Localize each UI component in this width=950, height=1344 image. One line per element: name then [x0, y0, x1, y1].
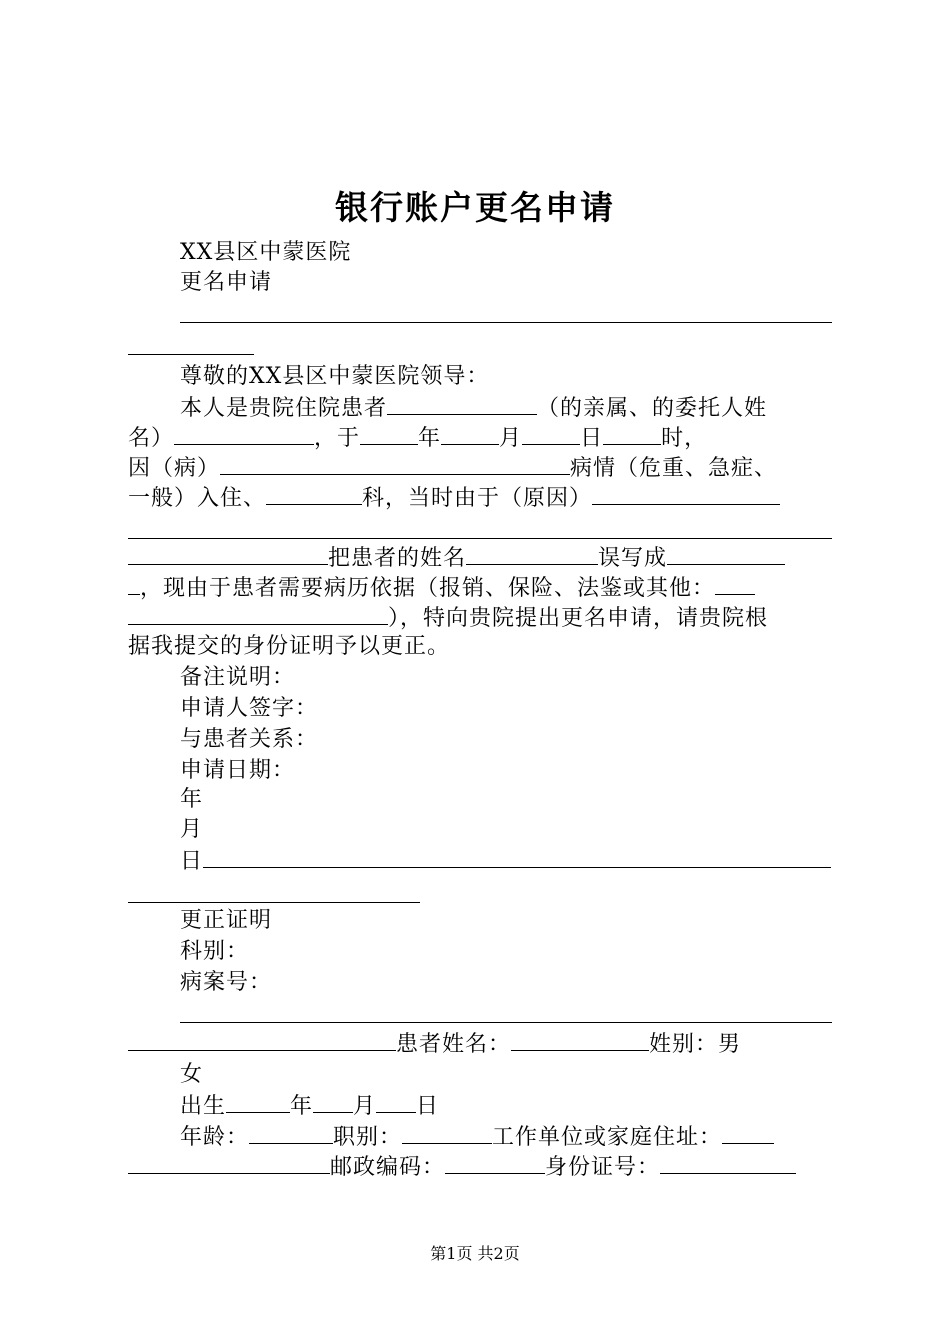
patient-name-field [511, 1028, 649, 1051]
body-text: ，于 [314, 426, 361, 451]
date-day: 日 [180, 849, 204, 874]
other-purpose-blank-cont [128, 602, 388, 625]
body-text: 日 [580, 426, 604, 451]
date-year: 年 [180, 787, 204, 812]
birth-month-label: 月 [353, 1094, 377, 1119]
hour-blank [603, 422, 661, 445]
birth-year-label: 年 [290, 1094, 314, 1119]
blank-line [128, 354, 254, 355]
reason-blank-cont [128, 542, 328, 565]
wrong-name-blank-cont [128, 572, 140, 595]
body-text: ），特向贵院提出更名申请，请贵院根 [388, 606, 769, 631]
disease-blank [220, 452, 570, 475]
gender-label: 姓别：男 [649, 1032, 742, 1057]
age-line [180, 1121, 832, 1151]
body-line [128, 452, 832, 482]
relationship-label: 与患者关系： [180, 727, 319, 752]
blank-line [128, 902, 420, 903]
patient-name-blank [387, 392, 537, 415]
birth-day-label: 日 [416, 1094, 440, 1119]
body-text: 年 [418, 426, 442, 451]
subtitle: 更名申请 [180, 270, 273, 295]
day-blank [522, 422, 580, 445]
patient-line [128, 1028, 832, 1058]
body-text: 科，当时由于（原因） [362, 486, 593, 511]
birth-year-blank [226, 1090, 290, 1113]
gender-female: 女 [180, 1062, 204, 1087]
date-month: 月 [180, 817, 204, 842]
id-blank [660, 1151, 796, 1174]
body-line [128, 482, 832, 512]
address-blank-cont [128, 1151, 330, 1174]
blank-line [180, 322, 832, 323]
month-blank [441, 422, 499, 445]
blank-line [128, 538, 832, 539]
wrong-name-blank [667, 542, 785, 565]
postcode-blank [445, 1151, 545, 1174]
signature-label: 申请人签字： [180, 696, 319, 721]
reason-blank [592, 482, 780, 505]
department-blank [266, 482, 362, 505]
hospital-name: XX县区中蒙医院 [180, 240, 352, 265]
date-label: 申请日期： [180, 758, 296, 783]
body-text: 月 [499, 426, 523, 451]
page-footer: 第1页 共2页 [430, 1244, 520, 1263]
body-text: 把患者的姓名 [328, 546, 467, 571]
postcode-line [128, 1151, 832, 1181]
birth-day-blank [376, 1090, 416, 1113]
age-blank [249, 1121, 333, 1144]
age-label: 年龄： [180, 1125, 250, 1150]
body-text: （的亲属、的委托人姓 [537, 396, 768, 421]
blank-line [180, 1022, 832, 1023]
year-blank [360, 422, 418, 445]
body-line [128, 572, 832, 602]
remarks-label: 备注说明： [180, 665, 296, 690]
birth-label: 出生 [180, 1094, 227, 1119]
body-text: 一般）入住、 [128, 486, 267, 511]
job-label: 职别： [333, 1125, 403, 1150]
body-line [128, 422, 832, 452]
case-number-blank [128, 1028, 396, 1051]
body-text: 名） [128, 426, 175, 451]
body-text: 本人是贵院住院患者 [180, 396, 388, 421]
address-blank [722, 1121, 774, 1144]
other-purpose-blank [715, 572, 755, 595]
job-blank [402, 1121, 492, 1144]
dept-label: 科别： [180, 939, 250, 964]
birth-line [180, 1090, 832, 1120]
body-text: ，现由于患者需要病历依据（报销、保险、法鉴或其他： [140, 576, 716, 601]
body-line [128, 602, 832, 632]
body-line [128, 542, 832, 572]
certificate-heading: 更正证明 [180, 908, 273, 933]
patient-name-label: 患者姓名： [396, 1032, 512, 1057]
birth-month-blank [313, 1090, 353, 1113]
postcode-label: 邮政编码： [330, 1155, 446, 1180]
applicant-name-blank [174, 422, 314, 445]
body-text: 时， [661, 426, 708, 451]
body-text: 因（病） [128, 456, 221, 481]
date-day-line [180, 845, 832, 875]
salutation: 尊敬的XX县区中蒙医院领导： [180, 364, 490, 389]
document-title: 银行账户更名申请 [335, 188, 615, 227]
body-line: 据我提交的身份证明予以更正。 [128, 634, 451, 659]
body-text: 病情（危重、急症、 [570, 456, 778, 481]
signature-blank [203, 845, 831, 868]
case-number-label: 病案号： [180, 970, 273, 995]
id-label: 身份证号： [545, 1155, 661, 1180]
body-text: 误写成 [598, 546, 668, 571]
address-label: 工作单位或家庭住址： [492, 1125, 723, 1150]
body-line [180, 392, 832, 422]
correct-name-blank [466, 542, 598, 565]
